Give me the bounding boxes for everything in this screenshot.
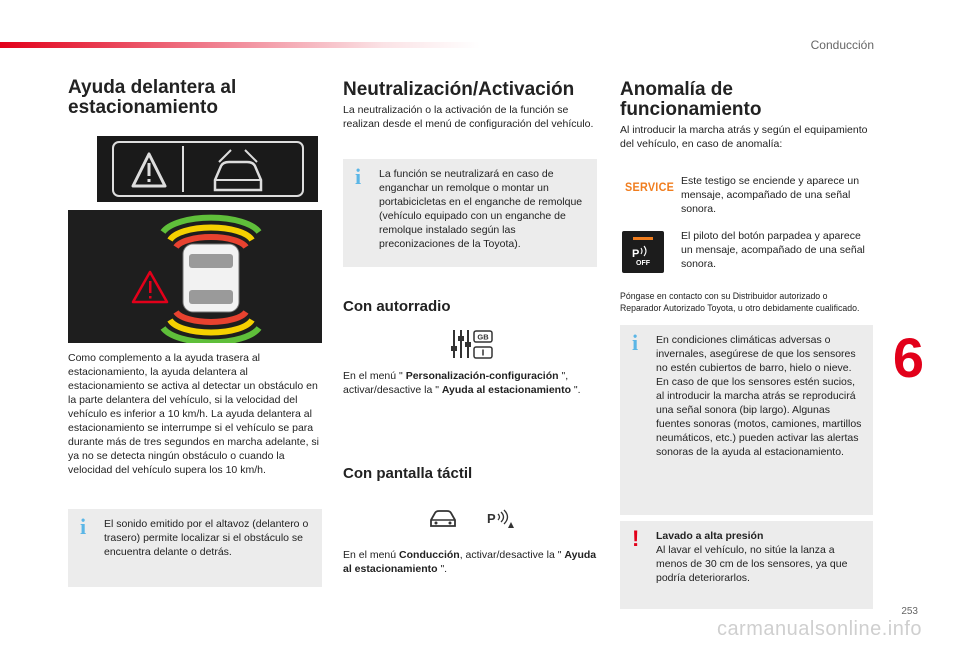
- malfunction-intro: Al introducir la marcha atrás y según el equipamiento del vehículo, en caso de anomalía:: [620, 124, 868, 150]
- warning-text: Al lavar el vehículo, no sitúe la lanza a menos de 30 cm de los sensores, ya que podría deteriorarlos.: [656, 544, 848, 584]
- info-text-sound: El sonido emitido por el altavoz (delantero o trasero) permite localizar si el obstáculo se encuentra delante o detrás.: [104, 518, 309, 558]
- info-box-trailer: [343, 159, 597, 267]
- settings-sliders-icon: [450, 328, 495, 360]
- watermark: carmanualsonline.info: [716, 618, 922, 640]
- info-icon: i: [80, 514, 87, 539]
- warning-box-high-pressure: [620, 521, 873, 609]
- warning-icon: !: [632, 526, 640, 551]
- car-icon: [428, 508, 458, 530]
- off-label: OFF: [636, 260, 650, 267]
- parking-sensor-graphic: [68, 210, 322, 343]
- touchscreen-instructions: En el menú Conducción, activar/desactive la " Ayuda al estacionamiento ".: [343, 549, 597, 575]
- parking-alert-display: [97, 136, 318, 202]
- parking-sensor-display: [68, 210, 322, 343]
- service-light-text: Este testigo se enciende y aparece un mensaje, acompañado de una señal sonora.: [681, 175, 860, 215]
- info-box-sound: [68, 509, 322, 587]
- title-front-parking-aid: Ayuda delantera al estacionamiento: [68, 77, 237, 118]
- title-with-radio: Con autorradio: [343, 298, 451, 315]
- info-text-trailer: La función se neutralizará en caso de enganchar un remolque o montar un portabicicletas en el enganche de remolque (vehículo equipado con un enganche de remolque instalado según las preconizaciones de la Toyota).: [379, 168, 583, 250]
- front-parking-description: Como complemento a la ayuda trasera al estacionamiento, la ayuda delantera al estacionamiento se activa al detectar un obstáculo en la parte delantera del vehículo, si la velocidad del vehículo es inferior a 10 km/h. La ayuda delantera al estacionamiento se interrumpe si el vehículo se para durante más de tres segundos en marcha adelante, si ya no se detecta ningún obstáculo o cuando la velocidad del vehículo supera los 10 km/h.: [68, 352, 319, 476]
- info-icon: i: [632, 330, 639, 355]
- dealer-contact-text: Póngase en contacto con su Distribuidor autorizado o Reparador Autorizado Toyota, u otro debidamente cualificado.: [620, 291, 860, 314]
- page-number: 253: [901, 606, 918, 617]
- warning-car-icon: [97, 136, 318, 202]
- section-title: Conducción: [810, 38, 874, 52]
- header-accent-bar: [0, 42, 480, 48]
- svg-text:P: P: [487, 511, 496, 526]
- info-text-weather: En condiciones climáticas adversas o invernales, asegúrese de que los sensores no estén cubiertos de barro, hielo o nieve. En caso de que los sensores estén sucios, al introducir la marcha atrás se reproducirá una señal sonora (bip largo). Algunas fuentes sonoras (motos, camiones, martillos neumáticos, etc.) pueden activar las alertas sonoras de la ayuda al estacionamiento.: [656, 334, 862, 458]
- warning-title: Lavado a alta presión: [656, 530, 764, 542]
- neutralization-intro: La neutralización o la activación de la función se realizan desde el menú de configuración del vehículo.: [343, 104, 594, 130]
- button-light-text: El piloto del botón parpadea y aparece un mensaje, acompañado de una señal sonora.: [681, 230, 865, 270]
- parking-sensor-icon: [486, 508, 516, 530]
- chapter-number: 6: [892, 326, 924, 389]
- title-neutralization: Neutralización/Activación: [343, 79, 575, 100]
- info-icon: i: [355, 164, 362, 189]
- radio-instructions: En el menú " Personalización-configuración ", activar/desactive la " Ayuda al estacionamiento ".: [343, 370, 581, 396]
- parking-off-button-icon: [622, 231, 664, 273]
- gb-label: GB: [477, 332, 489, 342]
- service-warning-icon: SERVICE: [625, 180, 675, 194]
- title-malfunction: Anomalía de funcionamiento: [620, 79, 762, 120]
- title-with-touchscreen: Con pantalla táctil: [343, 465, 473, 482]
- svg-text:P: P: [632, 248, 640, 260]
- info-box-weather: [620, 325, 873, 515]
